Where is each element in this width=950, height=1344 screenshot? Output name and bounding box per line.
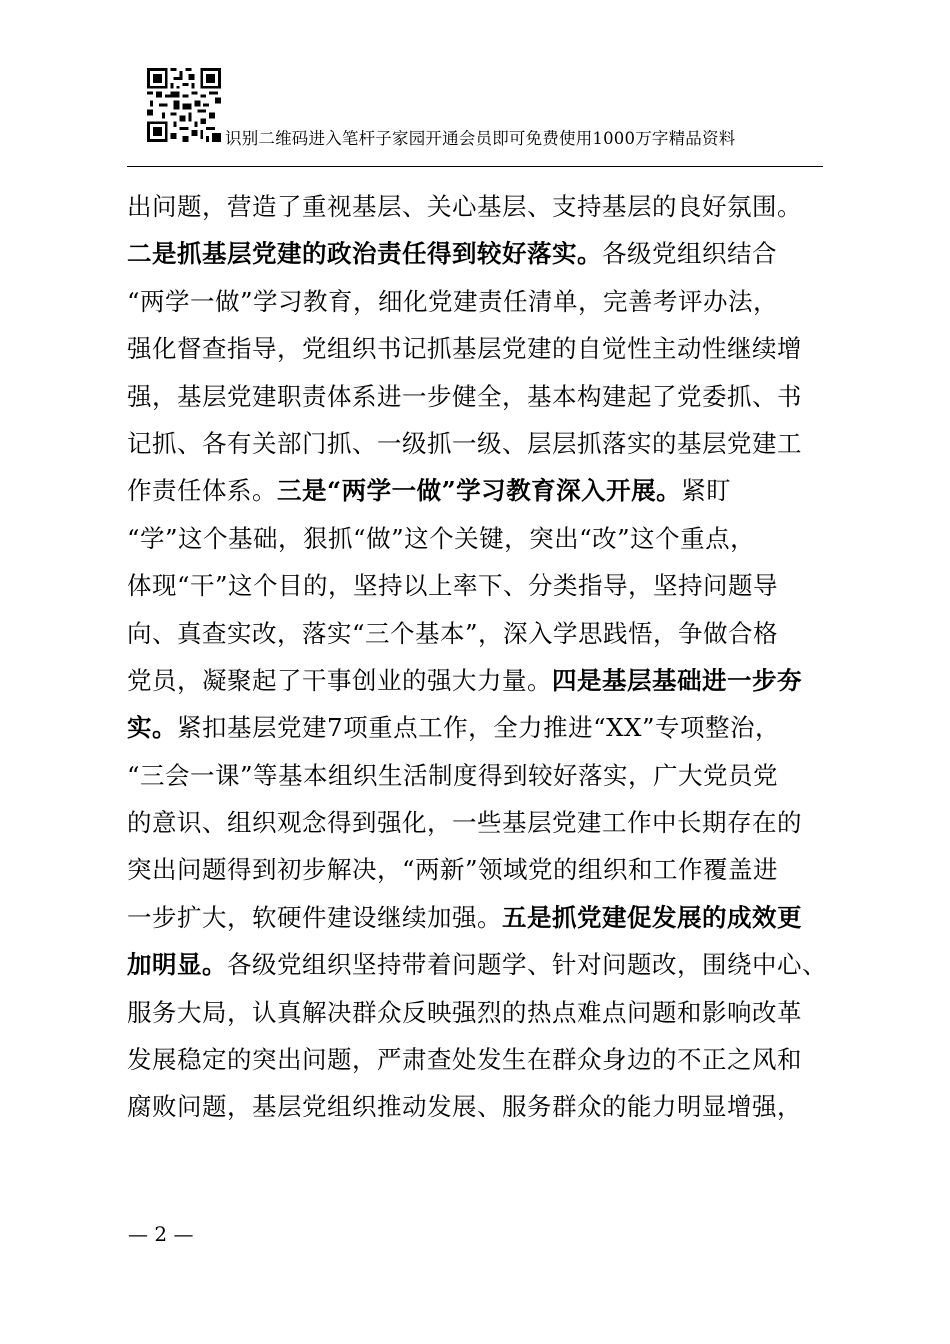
text-line: [127, 278, 833, 325]
document-body: [127, 183, 833, 1131]
text-segment: 党员，凝聚起了干事创业的强大力量。: [127, 665, 552, 695]
text-segment: 发展稳定的突出问题，严肃查处发生在群众身边的不正之风和: [127, 1045, 802, 1075]
text-segment: 服务大局，认真解决群众反映强烈的热点难点问题和影响改革: [127, 997, 802, 1027]
text-segment: 向、真查实改，落实“三个基本”，深入学思践悟，争做合格: [127, 618, 779, 648]
text-line: [127, 610, 833, 657]
text-segment: “三会一课”等基本组织生活制度得到较好落实，广大党员党: [127, 760, 779, 790]
text-segment: 各级党组织结合: [602, 239, 777, 269]
text-line: [127, 467, 833, 514]
text-segment: 紧扣基层党建7项重点工作，全力推进“XX”专项整治，: [177, 713, 781, 743]
text-line: [127, 894, 833, 941]
text-segment: 强，基层党建职责体系进一步健全，基本构建起了党委抓、书: [127, 381, 802, 411]
text-segment: 体现“干”这个目的，坚持以上率下、分类指导，坚持问题导: [127, 571, 779, 601]
bold-heading-segment: 加明显。: [127, 950, 227, 980]
text-line: [127, 562, 833, 609]
text-line: [127, 704, 833, 751]
text-line: [127, 230, 833, 277]
text-line: [127, 373, 833, 420]
text-segment: 出问题，营造了重视基层、关心基层、支持基层的良好氛围。: [127, 192, 802, 221]
bold-heading-segment: 二是抓基层党建的政治责任得到较好落实。: [127, 239, 602, 269]
text-line: [127, 1083, 833, 1130]
bold-heading-segment: 三是“两学一做”学习教育深入开展。: [277, 476, 682, 506]
text-segment: 一步扩大，软硬件建设继续加强。: [127, 902, 502, 932]
text-segment: 的意识、组织观念得到强化，一些基层党建工作中长期存在的: [127, 808, 802, 838]
text-line: [127, 989, 833, 1036]
text-segment: 腐败问题，基层党组织推动发展、服务群众的能力明显增强，: [127, 1092, 802, 1122]
text-segment: 强化督查指导，党组织书记抓基层党建的自觉性主动性继续增: [127, 334, 802, 364]
text-segment: “学”这个基础，狠抓“做”这个关键，突出“改”这个重点，: [127, 523, 756, 553]
text-segment: 记抓、各有关部门抓、一级抓一级、层层抓落实的基层党建工: [127, 428, 802, 458]
page-header: [127, 66, 823, 168]
text-line: [127, 846, 833, 893]
text-segment: 作责任体系。: [127, 476, 277, 506]
text-segment: “两学一做”学习教育，细化党建责任清单，完善考评办法，: [127, 286, 779, 316]
text-line: [127, 420, 833, 467]
text-segment: 突出问题得到初步解决，“两新”领域党的组织和工作覆盖进: [127, 855, 779, 885]
header-promo-text: 识别二维码进入笔杆子家园开通会员即可免费使用1000万字精品资料: [225, 129, 736, 148]
text-line: [127, 752, 833, 799]
bold-heading-segment: 实。: [127, 713, 177, 743]
text-line: [127, 1036, 833, 1083]
text-segment: 紧盯: [681, 476, 732, 506]
text-line: [127, 799, 833, 846]
text-line: [127, 941, 833, 988]
bold-heading-segment: 五是抓党建促发展的成效更: [502, 902, 802, 932]
bold-heading-segment: 四是基层基础进一步夯: [552, 665, 802, 695]
qr-code-icon[interactable]: [147, 68, 221, 142]
text-line: [127, 183, 833, 230]
header-divider: [127, 166, 823, 167]
text-line: [127, 657, 833, 704]
text-line: [127, 325, 833, 372]
page-number: — 2 —: [128, 1222, 194, 1246]
text-segment: 各级党组织坚持带着问题学、针对问题改，围绕中心、: [227, 950, 827, 980]
text-line: [127, 515, 833, 562]
